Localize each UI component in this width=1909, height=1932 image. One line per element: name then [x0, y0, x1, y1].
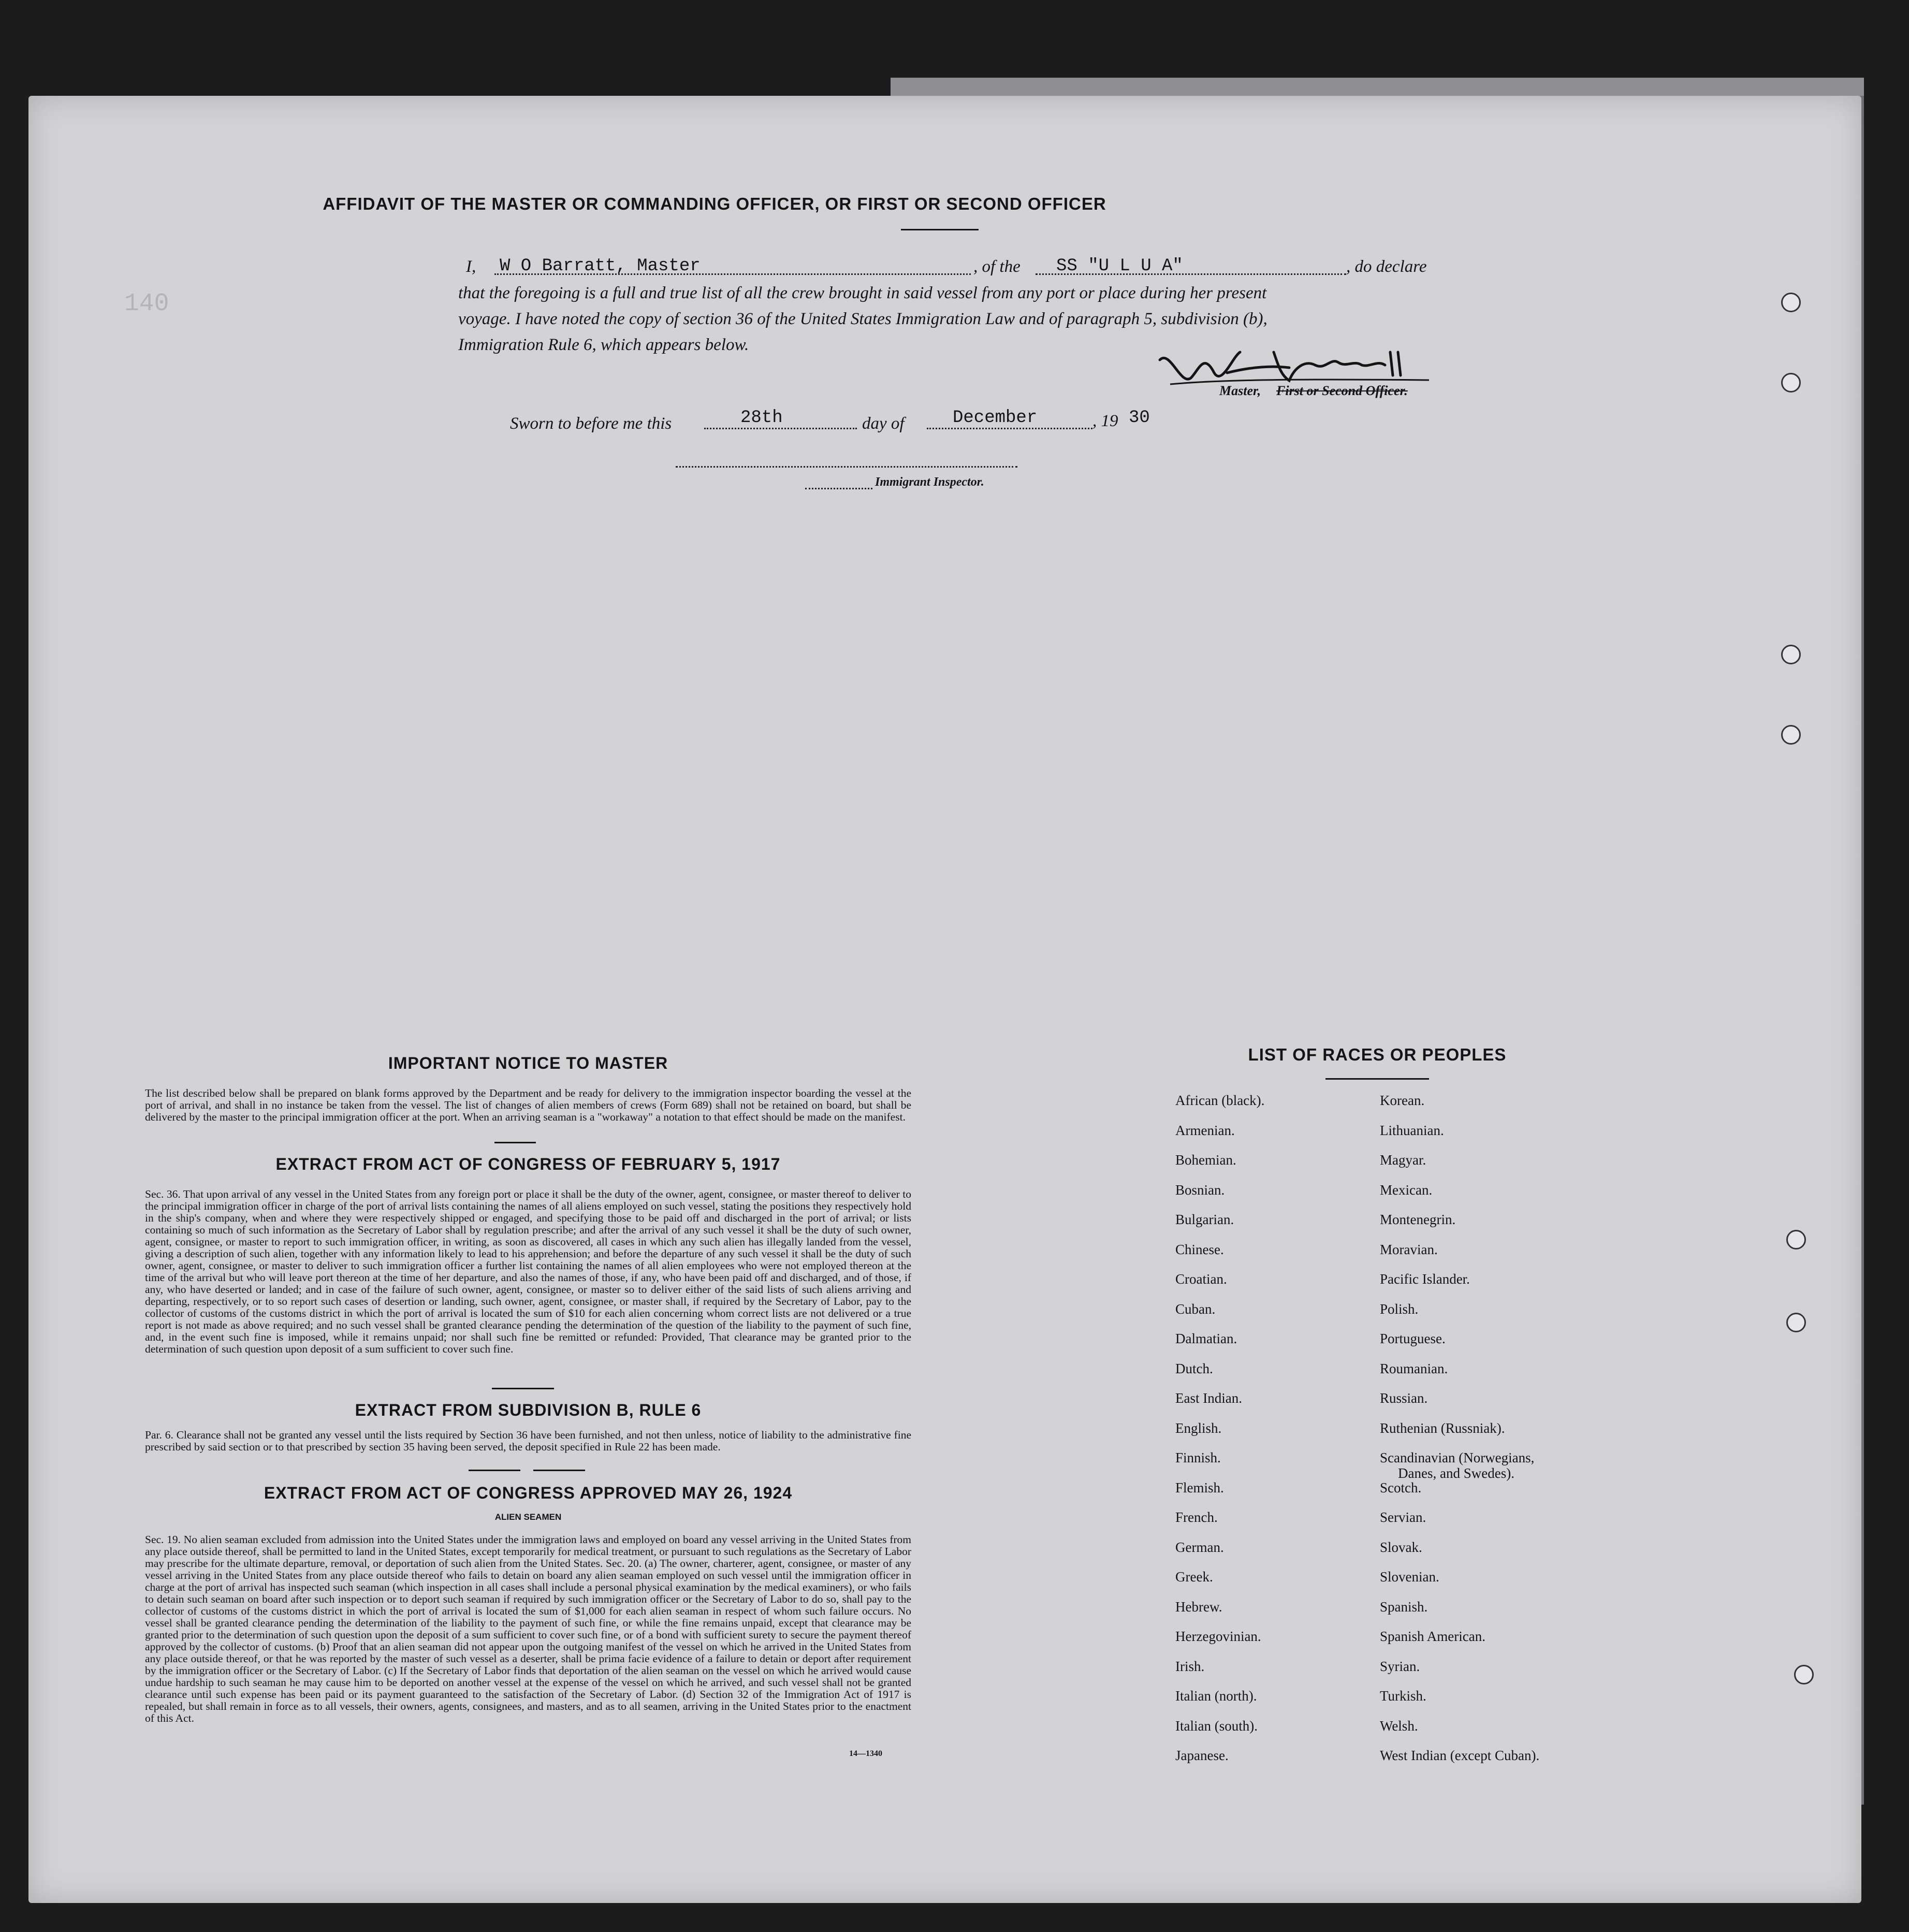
- binder-hole: [1781, 645, 1801, 664]
- binder-hole: [1794, 1665, 1814, 1684]
- race-item: Roumanian.: [1380, 1360, 1448, 1376]
- day-of-label: day of: [862, 414, 905, 433]
- affidavit-title-rule: [901, 229, 979, 230]
- binder-hole: [1781, 373, 1801, 393]
- race-item: Syrian.: [1380, 1658, 1420, 1674]
- race-item: Finnish.: [1175, 1450, 1221, 1465]
- race-item: Flemish.: [1175, 1479, 1224, 1495]
- race-item: Bosnian.: [1175, 1182, 1225, 1198]
- declare-label: , do declare: [1346, 257, 1427, 276]
- master-name-line: [494, 273, 971, 275]
- extract-1917-rule: [492, 1388, 554, 1389]
- races-title-rule: [1325, 1078, 1429, 1080]
- race-item: West Indian (except Cuban).: [1380, 1748, 1540, 1763]
- affidavit-i-label: I,: [466, 257, 476, 276]
- inspector-label: Immigrant Inspector.: [875, 475, 984, 489]
- extract-rule6-text: Par. 6. Clearance shall not be granted any vessel until the lists required by Section 36 have been furnished, and not then unless, notice of liability to the administrative fine prescribed by said section or to that prescribed by section 35 having been served, the deposit specified in Rule 22 has been made.: [145, 1429, 911, 1453]
- race-item: Dutch.: [1175, 1360, 1213, 1376]
- race-item: Cuban.: [1175, 1301, 1216, 1317]
- form-number: 14—1340: [849, 1749, 882, 1758]
- race-item: Pacific Islander.: [1380, 1271, 1470, 1287]
- race-item: Servian.: [1380, 1509, 1426, 1525]
- race-item: Danes, and Swedes).: [1398, 1465, 1514, 1481]
- year-prefix: , 19: [1092, 412, 1118, 430]
- race-item: Herzegovinian.: [1175, 1629, 1261, 1644]
- sworn-day: 28th: [740, 408, 783, 428]
- race-item: Bohemian.: [1175, 1152, 1236, 1168]
- sworn-day-line: [704, 428, 857, 429]
- extract-1924-title: EXTRACT FROM ACT OF CONGRESS APPROVED MAY 26, 1924: [264, 1484, 793, 1502]
- race-item: Russian.: [1380, 1390, 1428, 1406]
- race-item: Welsh.: [1380, 1718, 1418, 1734]
- race-item: Turkish.: [1380, 1688, 1426, 1704]
- sworn-month-line: [927, 428, 1092, 429]
- race-item: East Indian.: [1175, 1390, 1242, 1406]
- extract-rule6-rule-right: [533, 1470, 585, 1471]
- underlying-page-edge: [891, 78, 1864, 98]
- race-item: Portuguese.: [1380, 1331, 1446, 1346]
- extract-1917-title: EXTRACT FROM ACT OF CONGRESS OF FEBRUARY 5, 1917: [275, 1155, 781, 1173]
- binder-hole: [1781, 293, 1801, 312]
- race-item: Italian (south).: [1175, 1718, 1258, 1734]
- race-item: Croatian.: [1175, 1271, 1227, 1287]
- signature-caption: Master,: [1219, 383, 1261, 398]
- inspector-caption-line: [805, 488, 872, 489]
- notice-text: The list described below shall be prepared on blank forms approved by the Department and be ready for delivery to the immigration inspector boarding the vessel at the port of arrival, and shall in no instance be taken from the vessel. The list of changes of alien members of crews (Form 689) shall not be retained on board, but shall be delivered by the master to the principal immigration officer at the port. When an arriving seaman is a "workaway" a notation to that effect should be made on the manifest.: [145, 1087, 911, 1123]
- race-item: Scotch.: [1380, 1479, 1422, 1495]
- race-item: German.: [1175, 1539, 1224, 1555]
- extract-rule6-title: EXTRACT FROM SUBDIVISION B, RULE 6: [355, 1401, 702, 1419]
- sworn-label: Sworn to before me this: [510, 414, 672, 433]
- sworn-month: December: [953, 408, 1038, 428]
- race-item: Chinese.: [1175, 1241, 1224, 1257]
- affidavit-line-3: voyage. I have noted the copy of section 36 of the United States Immigration Law and of paragraph 5, subdivision (b),: [458, 310, 1267, 328]
- extract-1917-text: Sec. 36. That upon arrival of any vessel in the United States from any foreign port or place it shall be the duty of the owner, agent, consignee, or master thereof to deliver to the principal immigration officer in charge of the port of arrival lists containing the names of all aliens employed on such vessel, stating the positions they respectively hold in the ship's company, when and where they were respectively shipped or engaged, and specifying those to be paid off and discharged in the port of arrival; or lists containing so much of such information as the Secretary of Labor shall by regulation prescribe; and after the arrival of any such vessel it shall be the duty of such owner, agent, consignee, or master to report to such immigration officer, in writing, as soon as discovered, all cases in which any such alien has illegally landed from the vessel, giving a description of such alien, together with any information likely to lead to his apprehension; and before the departure of any such vessel it shall be the duty of such owner, agent, consignee, or master to deliver to such immigration officer a further list containing the names of all alien employees who were not employed thereon at the time of the arrival but who will leave port thereon at the time of her departure, and also the names of those, if any, who have been paid off and discharged, and of those, if any, who have deserted or landed; and in case of the failure of such owner, agent, consignee, or master so to deliver either of the said lists of such aliens arriving and departing, respectively, or to so report such cases of desertion or landing, such owner, agent, consignee, or master shall, if required by the Secretary of Labor, pay to the collector of customs of the customs district in which the port of arrival is located the sum of $10 for each alien concerning whom correct lists are not delivered or a true report is not made as above required; and no such vessel shall be granted clearance pending the determination of the question of the liability to the payment of such fine, and, in the event such fine is imposed, while it remains unpaid; nor shall such fine be remitted or refunded: Provided, That clearance may be granted prior to the determination of such question upon deposit of a sum sufficient to cover such fine.: [145, 1188, 911, 1355]
- race-item: English.: [1175, 1420, 1222, 1436]
- race-item: Spanish.: [1380, 1599, 1428, 1615]
- sworn-year: 30: [1129, 408, 1150, 428]
- inspector-signature-line: [676, 466, 1017, 468]
- race-item: Italian (north).: [1175, 1688, 1257, 1704]
- race-item: Polish.: [1380, 1301, 1419, 1317]
- race-item: Greek.: [1175, 1569, 1213, 1585]
- race-item: Slovenian.: [1380, 1569, 1439, 1585]
- affidavit-line-2: that the foregoing is a full and true list of all the crew brought in said vessel from any port or place during her present: [458, 284, 1267, 302]
- vessel-name-line: [1036, 273, 1346, 275]
- race-item: Slovak.: [1380, 1539, 1422, 1555]
- races-title: LIST OF RACES OR PEOPLES: [1248, 1045, 1507, 1064]
- race-item: Irish.: [1175, 1658, 1205, 1674]
- race-item: Spanish American.: [1380, 1629, 1485, 1644]
- extract-1924-text: Sec. 19. No alien seaman excluded from admission into the United States under the immigration laws and employed on board any vessel arriving in the United States from any place outside thereof, shall be permitted to land in the United States, except temporarily for medical treatment, or pursuant to such regulations as the Secretary of Labor may prescribe for the ultimate departure, removal, or deportation of such alien from the United States. Sec. 20. (a) The owner, charterer, agent, consignee, or master of any vessel arriving in the United States from any place outside thereof who fails to detain on board any alien seaman employed on such vessel until the immigration officer in charge at the port of arrival has inspected such seaman (which inspection in all cases shall include a personal physical examination by the medical examiners), or who fails to detain such seaman on board after such inspection or to deport such seaman if required by such immigration officer or the Secretary of Labor to do so, shall pay to the collector of customs of the customs district in which the port of arrival is located the sum of $1,000 for each alien seaman in respect of whom such failure occurs. No vessel shall be granted clearance pending the determination of the liability to the payment of such fine, or while the fine remains unpaid, except that clearance may be granted prior to the determination of such question upon the deposit of a sum sufficient to cover such fine, or of a bond with sufficient surety to secure the payment thereof approved by the collector of customs. (b) Proof that an alien seaman did not appear upon the outgoing manifest of the vessel on which he arrived in the United States from any place outside thereof, or that he was reported by the master of such vessel as a deserter, shall be prima facie evidence of a failure to detain or deport after requirement by the immigration officer or the Secretary of Labor. (c) If the Secretary of Labor finds that deportation of the alien seaman on the vessel on which he arrived would cause undue hardship to such seaman he may cause him to be deported on another vessel at the expense of the vessel on which he arrived, and such vessel shall not be granted clearance until such expense has been paid or its payment guaranteed to the satisfaction of the Secretary of Labor. (d) Section 32 of the Immigration Act of 1917 is repealed, but shall remain in force as to all vessels, their owners, agents, consignees, and masters, and as to all seamen, arriving in the United States prior to the enactment of this Act.: [145, 1533, 911, 1724]
- race-item: Lithuanian.: [1380, 1122, 1444, 1138]
- race-item: Scandinavian (Norwegians,: [1380, 1450, 1535, 1465]
- notice-rule: [494, 1142, 536, 1143]
- race-item: African (black).: [1175, 1093, 1265, 1108]
- race-item: French.: [1175, 1509, 1218, 1525]
- race-item: Armenian.: [1175, 1122, 1235, 1138]
- affidavit-title: AFFIDAVIT OF THE MASTER OR COMMANDING OFFICER, OR FIRST OR SECOND OFFICER: [323, 194, 1106, 213]
- race-item: Magyar.: [1380, 1152, 1426, 1168]
- race-item: Ruthenian (Russniak).: [1380, 1420, 1505, 1436]
- race-item: Bulgarian.: [1175, 1212, 1234, 1227]
- affidavit-line-4: Immigration Rule 6, which appears below.: [458, 336, 749, 354]
- bleed-through-number: 140: [124, 290, 169, 318]
- binder-hole: [1786, 1313, 1806, 1332]
- race-item: Japanese.: [1175, 1748, 1229, 1763]
- struck-officer-caption: First or Second Officer.: [1276, 383, 1408, 398]
- binder-hole: [1781, 725, 1801, 745]
- of-the-label: , of the: [973, 257, 1021, 276]
- race-item: Moravian.: [1380, 1241, 1438, 1257]
- master-name: W O Barratt, Master: [500, 256, 701, 276]
- race-item: Montenegrin.: [1380, 1212, 1456, 1227]
- race-item: Korean.: [1380, 1093, 1425, 1108]
- extract-rule6-rule-left: [469, 1470, 520, 1471]
- extract-1924-subtitle: ALIEN SEAMEN: [494, 1512, 562, 1522]
- race-item: Mexican.: [1380, 1182, 1433, 1198]
- vessel-name: SS "U L U A": [1056, 256, 1183, 276]
- race-item: Hebrew.: [1175, 1599, 1222, 1615]
- notice-title: IMPORTANT NOTICE TO MASTER: [388, 1054, 668, 1072]
- binder-hole: [1786, 1230, 1806, 1250]
- race-item: Dalmatian.: [1175, 1331, 1237, 1346]
